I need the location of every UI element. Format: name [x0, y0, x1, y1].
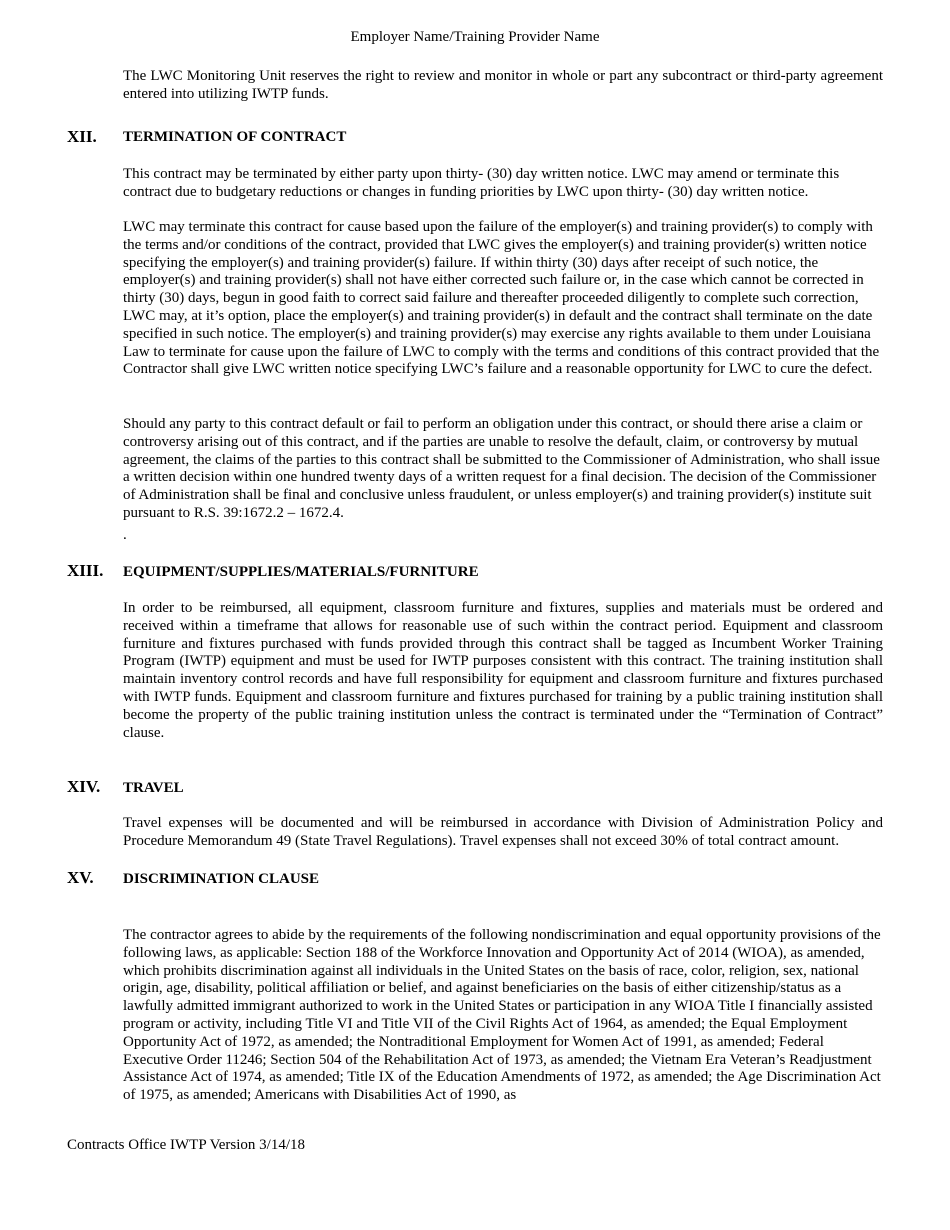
discrimination-paragraph: The contractor agrees to abide by the requirements of the following nondiscrimination and equal opportunity provisions of the following laws, as applicable: Section 188 of the Workforce Innovation and Opportunity Act of 2014 (WIOA), as amended, which prohibits discrimination against all individuals in the United States on the basis of race, color, religion, sex, national origin, age, disability, political affiliation or belief, and against beneficiaries on the basis of either citizenship/status as a lawfully admitted immigrant authorized to work in the United States or participation in any WIOA Title I financially assisted program or activity, including Title VI and Title VII of the Civil Rights Act of 1964, as amended; the Equal Employment Opportunity Act of 1972, as amended; the Nontraditional Employment for Women Act of 1991, as amended; Federal Executive Order 11246; Section 504 of the Rehabilitation Act of 1973, as amended; the Vietnam Era Veteran’s Readjustment Assistance Act of 1974, as amended; Title IX of the Education Amendments of 1972, as amended; the Age Discrimination Act of 1975, as amended; Americans with Disabilities Act of 1990, as: [123, 927, 881, 1104]
page-header: Employer Name/Training Provider Name: [350, 29, 600, 45]
termination-paragraph-2: LWC may terminate this contract for cause based upon the failure of the employer(s) and training provider(s) to comply with the terms and/or conditions of the contract, provided that LWC gives the employer(s) and training provider(s) written notice specifying the employer(s) and training provider(s) failure. If within thirty (30) days after receipt of such notice, the employer(s) and training provider(s) shall not have either corrected such failure or, in the case which cannot be corrected in thirty (30) days, begun in good faith to correct said failure and thereafter proceeded diligently to complete such correction, LWC may, at it’s option, place the employer(s) and training provider(s) in default and the contract shall terminate on the date specified in such notice. The employer(s) and training provider(s) may exercise any rights available to them under Louisiana Law to terminate for cause upon the failure of LWC to comply with the terms and conditions of this contract provided that the Contractor shall give LWC written notice specifying LWC’s failure and a reasonable opportunity for LWC to cure the defect.: [123, 219, 880, 378]
section-number-xii: XII.: [67, 127, 97, 146]
section-title-termination: TERMINATION OF CONTRACT: [123, 129, 347, 145]
termination-paragraph-3: Should any party to this contract default or fail to perform an obligation under this contract, or should there arise a claim or controversy arising out of this contract, and if the parties are unable to resolve the default, claim, or controversy by mutual agreement, the claims of the parties to this contract shall be submitted to the Commissioner of Administration, who shall issue a written decision within one hundred twenty days of a written request for a final decision. The decision of the Commissioner of Administration shall be final and conclusive unless fraudulent, or unless employer(s) and training provider(s) institute suit pursuant to R.S. 39:1672.2 – 1672.4.: [123, 416, 880, 521]
stray-period: .: [123, 527, 127, 543]
page-footer: Contracts Office IWTP Version 3/14/18: [67, 1137, 306, 1153]
section-title-discrimination: DISCRIMINATION CLAUSE: [123, 871, 320, 887]
section-number-xiv: XIV.: [67, 777, 101, 796]
section-title-travel: TRAVEL: [123, 780, 184, 796]
travel-paragraph: Travel expenses will be documented and will be reimbursed in accordance with Division of Administration Policy and Procedure Memorandum 49 (State Travel Regulations). Travel expenses shall not exceed 30% of total contract amount.: [123, 815, 883, 849]
section-title-equipment: EQUIPMENT/SUPPLIES/MATERIALS/FURNITURE: [123, 564, 479, 580]
intro-paragraph: The LWC Monitoring Unit reserves the right to review and monitor in whole or part any subcontract or third-party agreement entered into utilizing IWTP funds.: [123, 68, 883, 102]
termination-paragraph-1: This contract may be terminated by either party upon thirty- (30) day written notice. LWC may amend or terminate this contract due to budgetary reductions or changes in funding priorities by LWC upon thirty- (30) day written notice.: [123, 166, 840, 200]
section-number-xiii: XIII.: [67, 561, 104, 580]
section-number-xv: XV.: [67, 868, 94, 887]
equipment-paragraph: In order to be reimbursed, all equipment, classroom furniture and fixtures, supplies and materials must be ordered and received within a timeframe that allows for reasonable use of such within the contract period. Equipment and classroom furniture and fixtures purchased with funds provided through this contract shall be tagged as Incumbent Worker Training Program (IWTP) equipment and must be used for IWTP purposes consistent with this contract. The training institution shall maintain inventory control records and have full responsibility for equipment and classroom furniture and fixtures purchased with IWTP funds. Equipment and classroom furniture and fixtures purchased for training by a public training institution shall become the property of the public training institution unless the contract is terminated under the “Termination of Contract” clause.: [123, 600, 883, 741]
